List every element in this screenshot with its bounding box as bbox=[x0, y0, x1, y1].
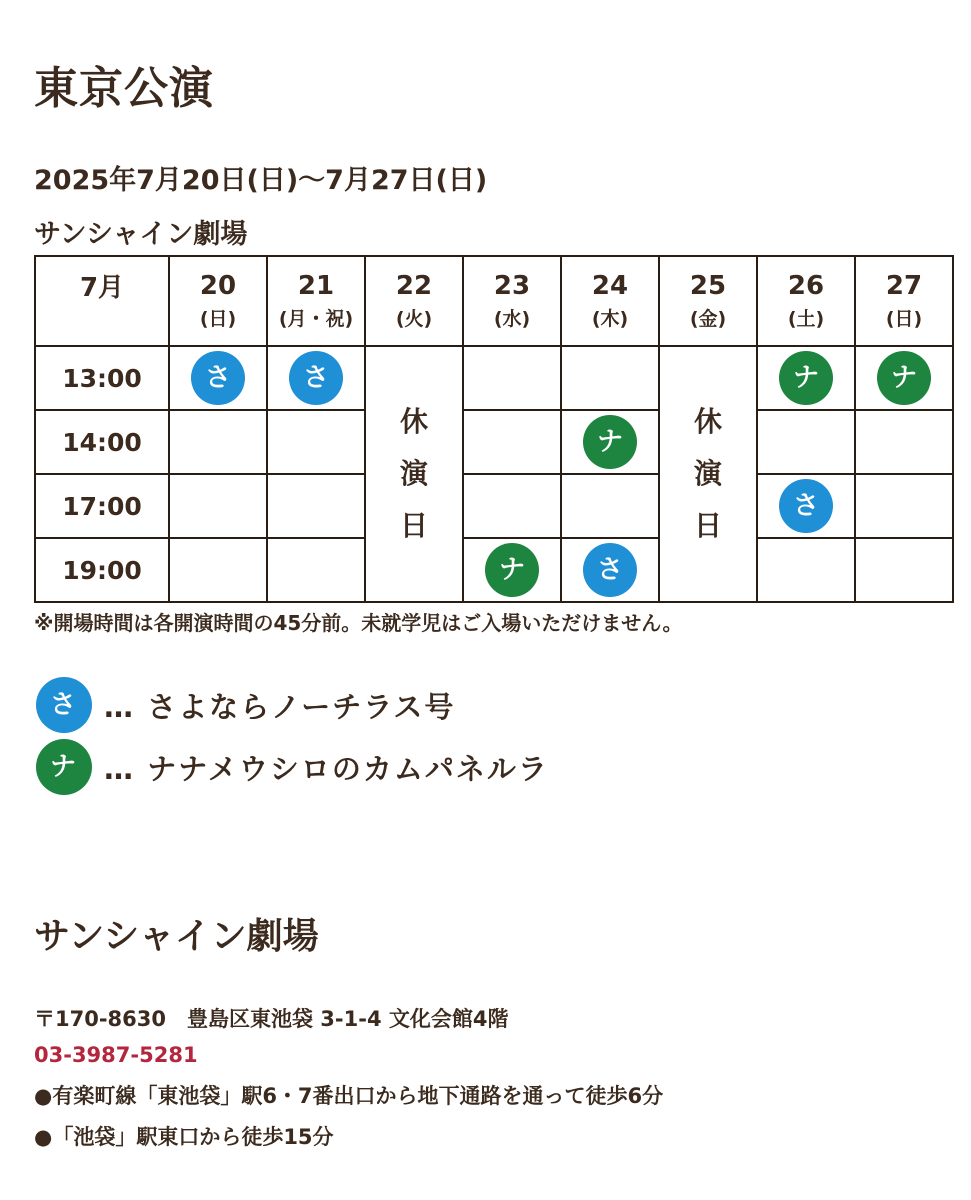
day-of-week: (木) bbox=[591, 308, 629, 330]
day-header-26 bbox=[757, 256, 855, 346]
na-badge: ナ bbox=[877, 351, 931, 405]
venue-phone[interactable]: 03-3987-5281 bbox=[34, 1043, 198, 1067]
time-label: 13:00 bbox=[35, 346, 169, 410]
slot-cell bbox=[855, 538, 953, 602]
slot-cell bbox=[561, 346, 659, 410]
day-of-week: (火) bbox=[395, 308, 433, 330]
slot-cell bbox=[463, 346, 561, 410]
slot-cell bbox=[267, 346, 365, 410]
day-number: 21 bbox=[297, 271, 335, 301]
schedule-row-1300 bbox=[35, 346, 953, 410]
performance-period: 2025年7月20日(日)〜7月27日(日) bbox=[34, 165, 488, 196]
slot-cell bbox=[561, 410, 659, 474]
slot-cell bbox=[757, 474, 855, 538]
day-number: 20 bbox=[199, 271, 237, 301]
venue-heading: サンシャイン劇場 bbox=[34, 916, 319, 957]
venue-address: 〒170-8630 豊島区東池袋 3-1-4 文化会館4階 bbox=[34, 1007, 509, 1031]
day-number: 23 bbox=[493, 271, 531, 301]
schedule-table bbox=[34, 255, 954, 603]
closed-char: 日 bbox=[693, 509, 722, 542]
day-header-22 bbox=[365, 256, 463, 346]
day-number: 25 bbox=[689, 271, 727, 301]
day-number: 27 bbox=[885, 271, 923, 301]
day-header-24 bbox=[561, 256, 659, 346]
slot-cell bbox=[757, 346, 855, 410]
closed-char: 休 bbox=[399, 405, 428, 438]
day-number: 22 bbox=[395, 271, 433, 301]
day-header-23 bbox=[463, 256, 561, 346]
legend-text: … さよならノーチラス号 bbox=[104, 689, 456, 724]
slot-cell bbox=[855, 474, 953, 538]
schedule-row-1400 bbox=[35, 410, 953, 474]
legend-text: … ナナメウシロのカムパネルラ bbox=[104, 751, 549, 786]
schedule-header-row bbox=[35, 256, 953, 346]
sa-badge: さ bbox=[191, 351, 245, 405]
day-of-week: (日) bbox=[885, 308, 923, 330]
schedule-row-1700 bbox=[35, 474, 953, 538]
slot-cell bbox=[267, 474, 365, 538]
na-badge: ナ bbox=[36, 739, 92, 795]
na-badge: ナ bbox=[485, 543, 539, 597]
legend-item-sayonara bbox=[36, 676, 455, 734]
day-header-20 bbox=[169, 256, 267, 346]
sa-badge: さ bbox=[583, 543, 637, 597]
day-header-25 bbox=[659, 256, 757, 346]
day-number: 24 bbox=[591, 271, 629, 301]
slot-cell bbox=[855, 346, 953, 410]
day-header-27 bbox=[855, 256, 953, 346]
day-of-week: (金) bbox=[689, 308, 727, 330]
time-label: 14:00 bbox=[35, 410, 169, 474]
access-info: ●「池袋」駅東口から徒歩15分 bbox=[34, 1125, 334, 1149]
na-badge: ナ bbox=[779, 351, 833, 405]
sa-badge: さ bbox=[289, 351, 343, 405]
slot-cell bbox=[169, 410, 267, 474]
sa-badge: さ bbox=[779, 479, 833, 533]
page-title: 東京公演 bbox=[34, 63, 214, 114]
month-label: 7月 bbox=[35, 256, 169, 346]
slot-cell bbox=[561, 538, 659, 602]
time-label: 19:00 bbox=[35, 538, 169, 602]
time-label: 17:00 bbox=[35, 474, 169, 538]
slot-cell bbox=[757, 410, 855, 474]
day-of-week: (水) bbox=[493, 308, 531, 330]
slot-cell bbox=[267, 538, 365, 602]
venue-label: サンシャイン劇場 bbox=[34, 219, 248, 250]
closed-char: 演 bbox=[399, 457, 428, 490]
slot-cell bbox=[463, 538, 561, 602]
slot-cell bbox=[855, 410, 953, 474]
slot-cell bbox=[169, 346, 267, 410]
closed-char: 休 bbox=[693, 405, 722, 438]
closed-char: 演 bbox=[693, 457, 722, 490]
closed-day-22 bbox=[365, 346, 463, 602]
schedule-row-1900 bbox=[35, 538, 953, 602]
closed-day-25 bbox=[659, 346, 757, 602]
day-of-week: (月・祝) bbox=[278, 308, 354, 330]
slot-cell bbox=[463, 410, 561, 474]
slot-cell bbox=[169, 538, 267, 602]
day-of-week: (土) bbox=[787, 308, 825, 330]
na-badge: ナ bbox=[583, 415, 637, 469]
slot-cell bbox=[757, 538, 855, 602]
day-of-week: (日) bbox=[199, 308, 237, 330]
slot-cell bbox=[463, 474, 561, 538]
slot-cell bbox=[561, 474, 659, 538]
access-info: ●有楽町線「東池袋」駅6・7番出口から地下通路を通って徒歩6分 bbox=[34, 1084, 664, 1108]
admission-note: ※開場時間は各開演時間の45分前。未就学児はご入場いただけません。 bbox=[34, 611, 683, 635]
closed-char: 日 bbox=[399, 509, 428, 542]
slot-cell bbox=[267, 410, 365, 474]
slot-cell bbox=[169, 474, 267, 538]
legend-item-nanameushiro bbox=[36, 738, 549, 796]
sa-badge: さ bbox=[36, 677, 92, 733]
day-header-21 bbox=[267, 256, 365, 346]
day-number: 26 bbox=[787, 271, 825, 301]
